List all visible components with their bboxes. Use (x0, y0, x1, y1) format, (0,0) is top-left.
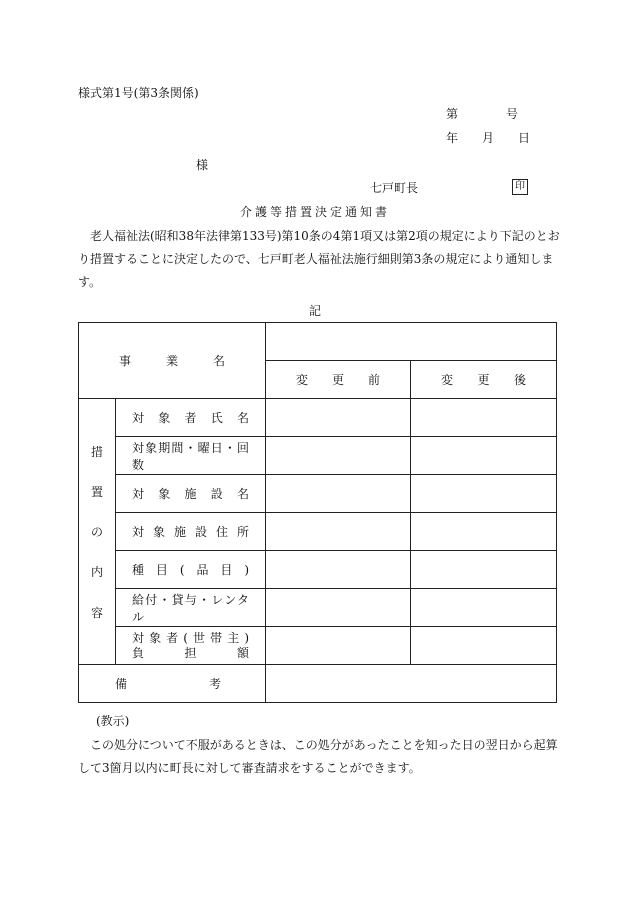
row-label-benefit-type: 給付・貸与・レンタル (132, 592, 250, 624)
before-label: 変更前 (296, 373, 381, 387)
after-value-cell (411, 475, 557, 513)
before-value-cell (266, 513, 411, 551)
group-char: 容 (90, 605, 103, 620)
before-value-cell (266, 437, 411, 475)
row-label-cell (116, 399, 266, 437)
group-char: 措 (90, 444, 103, 459)
after-value-cell (411, 627, 557, 665)
ki-heading: 記 (308, 304, 321, 318)
after-header-cell (411, 361, 557, 399)
after-label: 変更後 (441, 373, 527, 387)
group-char: の (90, 525, 103, 539)
group-char: 内 (90, 565, 103, 580)
remarks-label: 備考 (115, 677, 222, 691)
row-label-cell (116, 475, 266, 513)
business-name-value-cell (266, 323, 557, 361)
after-value-cell (411, 551, 557, 589)
row-label-cell (116, 589, 266, 627)
row-label-target-name: 対象者氏名 (132, 411, 250, 425)
date-line: 年 月 日 (446, 131, 531, 145)
after-value-cell (411, 437, 557, 475)
issuer-name: 七戸町長 (370, 181, 419, 195)
before-value-cell (266, 627, 411, 665)
remarks-label-cell (79, 665, 266, 703)
after-value-cell (411, 589, 557, 627)
remarks-value-cell (266, 665, 557, 703)
before-value-cell (266, 399, 411, 437)
row-label-period: 対象期間・曜日・回数 (132, 440, 250, 472)
before-value-cell (266, 589, 411, 627)
row-label-cell (116, 627, 266, 665)
row-label-cell (116, 551, 266, 589)
group-char: 置 (90, 484, 103, 499)
row-label-burden-line1: 対象者(世帯主) (132, 630, 250, 645)
measure-table (78, 322, 557, 703)
before-value-cell (266, 551, 411, 589)
instruction-heading: (教示) (96, 714, 130, 728)
form-number: 様式第1号(第3条関係) (78, 86, 199, 100)
row-label-cell (116, 513, 266, 551)
after-value-cell (411, 513, 557, 551)
addressee-suffix: 様 (196, 158, 209, 172)
after-value-cell (411, 399, 557, 437)
row-label-facility-address: 対象施設住所 (132, 525, 250, 539)
seal-mark: 印 (512, 179, 528, 195)
measure-content-vertical-label (79, 443, 115, 621)
row-label-item-type: 種目(品目) (132, 563, 250, 577)
before-header-cell (266, 361, 411, 399)
measure-content-group-cell (79, 399, 116, 665)
document-number-line: 第 号 (446, 107, 519, 121)
instruction-body: この処分について不服があるときは、この処分があったことを知った日の翌日から起算して3箇月以内に町長に対して審査請求をすることができます。 (78, 738, 558, 775)
before-value-cell (266, 475, 411, 513)
document-title: 介護等措置決定通知書 (239, 205, 390, 219)
row-label-cell (116, 437, 266, 475)
row-label-facility-name: 対象施設名 (132, 487, 250, 501)
row-label-burden-line2: 負担額 (132, 645, 250, 660)
business-name-label-cell (79, 323, 266, 399)
notice-body: 老人福祉法(昭和38年法律第133号)第10条の4第1項又は第2項の規定により下記のとおり措置することに決定したので、七戸町老人福祉法施行細則第3条の規定により通知します。 (78, 229, 560, 289)
business-name-label: 事業名 (119, 354, 226, 368)
